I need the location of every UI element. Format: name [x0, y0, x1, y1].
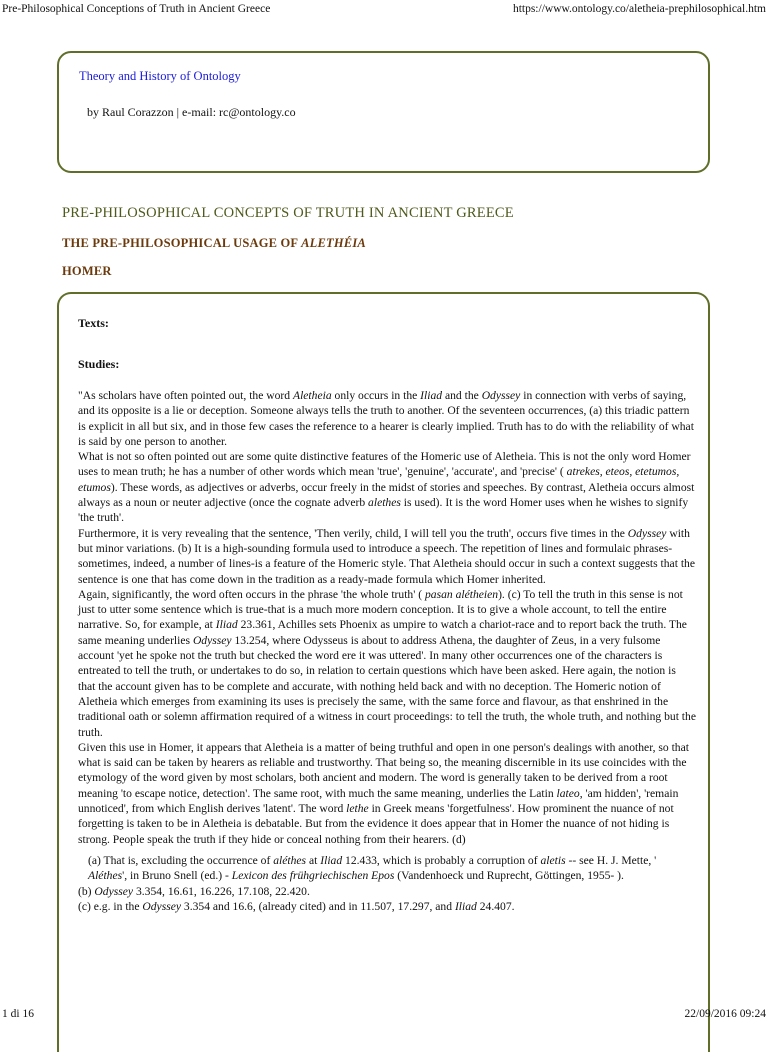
- italic-term: Aletheia: [292, 389, 332, 402]
- text-run: at: [306, 853, 321, 867]
- text-run: 12.433, which is probably a corruption of: [342, 853, 541, 867]
- italic-term: atrekes, eteos, etetumos, etumos: [78, 465, 680, 494]
- print-header: [0, 0, 768, 16]
- italic-term: Odyssey: [192, 633, 232, 647]
- footnote-b: [78, 884, 696, 899]
- italic-term: Odyssey: [481, 389, 521, 402]
- footnote-a: [78, 853, 696, 884]
- text-run: , 'am hidden', 'remain unnoticed', from which English derives 'latent'. The word: [78, 786, 679, 816]
- paragraph: [78, 740, 696, 847]
- text-run: 3.354 and 16.6, (already cited) and in 11.507, 17.297, and: [181, 899, 455, 913]
- print-footer: [0, 1006, 768, 1024]
- section-subtitle: [62, 236, 366, 251]
- text-run: "As scholars have often pointed out, the word: [78, 389, 293, 402]
- subtitle-term: ALETHÉIA: [301, 236, 366, 250]
- text-run: Furthermore, it is very revealing that the sentence, 'Then verily, child, I will tell you the truth', occurs five times in the: [78, 526, 628, 540]
- italic-term: aléthes: [273, 853, 307, 867]
- studies-label: Studies:: [78, 357, 120, 371]
- italic-term: Odyssey: [94, 884, 134, 898]
- italic-term: Odyssey: [142, 899, 182, 913]
- text-run: ). These words, as adjectives or adverbs, occur freely in the midst of stories and speeches. By contrast, Aletheia occurs almost always as a noun or neuter adjective (once the cognate adverb: [78, 480, 695, 510]
- text-run: only occurs in the: [331, 389, 421, 402]
- paragraph: [78, 388, 696, 449]
- italic-term: Iliad: [420, 389, 443, 402]
- italic-term: Lexicon des frühgriechischen Epos: [231, 869, 395, 883]
- italic-term: pasan alétheien: [424, 587, 499, 601]
- italic-term: Iliad: [215, 618, 238, 632]
- italic-term: aletis: [540, 853, 566, 867]
- italic-term: lateo: [556, 786, 580, 800]
- print-page-url: https://www.ontology.co/aletheia-prephilosophical.htm: [512, 3, 766, 15]
- text-run: is used). It is the word Homer uses when he wishes to signify 'the truth'.: [78, 496, 689, 525]
- italic-term: alethes: [368, 496, 401, 510]
- site-header-box: [57, 51, 710, 173]
- text-run: in connection with verbs of saying, and its opposite is a lie or deception. Someone always tells the truth to another. Of the seventeen occurrences, (a) this triadic pattern is explicit in all but six, and in those few cases the reference to a hearer is clearly implied. Truth has to do with the reliability of what is said by one person to another.: [78, 389, 694, 448]
- text-run: (a) That is, excluding the occurrence of: [88, 853, 274, 867]
- section-heading-homer: HOMER: [62, 264, 112, 278]
- text-run: 13.254, where Odysseus is about to address Athena, the daughter of Zeus, in a very fulsome account 'yet he spoke not the truth but checked the word ere it was uttered'. In many other occurrences one of the characters is entreated to tell the truth, or undertakes to do so, in relation to certain questions which have been asked. Here again, the notion is that the account given has to be complete and accurate, with nothing held back and with no deception. The Homeric notion of Aletheia which emerges from examining its uses is precisely the same, with the same force and flavour, as that enshrined in the traditional oath or solemn affirmation required of a witness in court proceedings: to tell the truth, the whole truth, and nothing but the truth.: [78, 633, 696, 739]
- paragraph: [78, 526, 696, 587]
- text-run: (Vandenhoeck und Ruprecht, Göttingen, 1955- ).: [394, 869, 624, 883]
- text-run: 24.407.: [476, 899, 515, 913]
- text-run: in Greek means 'forgetfulness'. How prominent the nuance of not forgetting is taken to be in Aletheia is debatable. But from the evidence it does appear that in Homer the nuance of not hiding is strong. People speak the truth if they hide or conceal nothing from their hearers. (d): [78, 802, 674, 846]
- italic-term: Odyssey: [627, 526, 667, 540]
- text-run: (c) e.g. in the: [78, 899, 143, 913]
- text-run: ', in Bruno Snell (ed.) -: [122, 869, 232, 883]
- footnotes: [78, 853, 696, 914]
- text-run: 23.361, Achilles sets Phoenix as umpire to watch a chariot-race and to report back the truth. The same meaning underlies: [78, 618, 687, 647]
- author-byline: by Raul Corazzon | e-mail: rc@ontology.co: [87, 105, 296, 119]
- italic-term: Iliad: [454, 899, 477, 913]
- text-run: -- see H. J. Mette, ': [565, 853, 657, 867]
- site-home-link[interactable]: Theory and History of Ontology: [79, 69, 241, 83]
- page-counter: 1 di 16: [2, 1008, 34, 1020]
- subtitle-text: THE PRE-PHILOSOPHICAL USAGE OF: [62, 236, 302, 250]
- paragraph: [78, 449, 696, 525]
- print-page-title: Pre-Philosophical Conceptions of Truth in Ancient Greece: [2, 3, 271, 15]
- text-run: and the: [442, 389, 482, 402]
- text-run: Again, significantly, the word often occurs in the phrase 'the whole truth' (: [78, 587, 425, 601]
- texts-label: Texts:: [78, 316, 109, 330]
- study-quote: [78, 388, 696, 914]
- text-run: Given this use in Homer, it appears that Aletheia is a matter of being truthful and open in one person's dealings with another, so that what is said can be taken by hearers as reliable and trustworthy. That being so, the meaning discernible in its use coincides with the etymology of the word given by most scholars, both ancient and modern. The word is generally taken to be derived from a root meaning 'to escape notice, detection'. The same root, with much the same meaning, underlies the Latin: [78, 740, 689, 800]
- text-run: 3.354, 16.61, 16.226, 17.108, 22.420.: [133, 884, 310, 898]
- text-run: ). (c) To tell the truth in this sense is not just to utter some sentence which is true-that is a much more modern conception. It is to give a whole account, to tell the entire narrative. So, for example, at: [78, 587, 683, 632]
- text-run: with but minor variations. (b) It is a high-sounding formula used to introduce a speech. The repetition of lines and formulaic phrases-sometimes, indeed, a number of lines-is a feature of the Homeric style. That Aletheia should occur in such a context suggests that the sentence is one that has come down in the tradition as a ready-made formula which Homer inherited.: [78, 526, 695, 586]
- paragraph: [78, 587, 696, 740]
- text-run: What is not so often pointed out are some quite distinctive features of the Homeric use of Aletheia. This is not the only word Homer uses to mean truth; he has a number of other words which mean 'true', 'genuine', 'accurate', and 'precise' (: [78, 450, 691, 479]
- text-run: (b): [78, 884, 95, 898]
- italic-term: Iliad: [320, 853, 343, 867]
- print-datetime: 22/09/2016 09:24: [684, 1008, 766, 1020]
- page-title: PRE-PHILOSOPHICAL CONCEPTS OF TRUTH IN ANCIENT GREECE: [62, 205, 514, 221]
- italic-term: Aléthes: [88, 869, 123, 883]
- footnote-c: [78, 899, 696, 914]
- italic-term: lethe: [346, 802, 369, 816]
